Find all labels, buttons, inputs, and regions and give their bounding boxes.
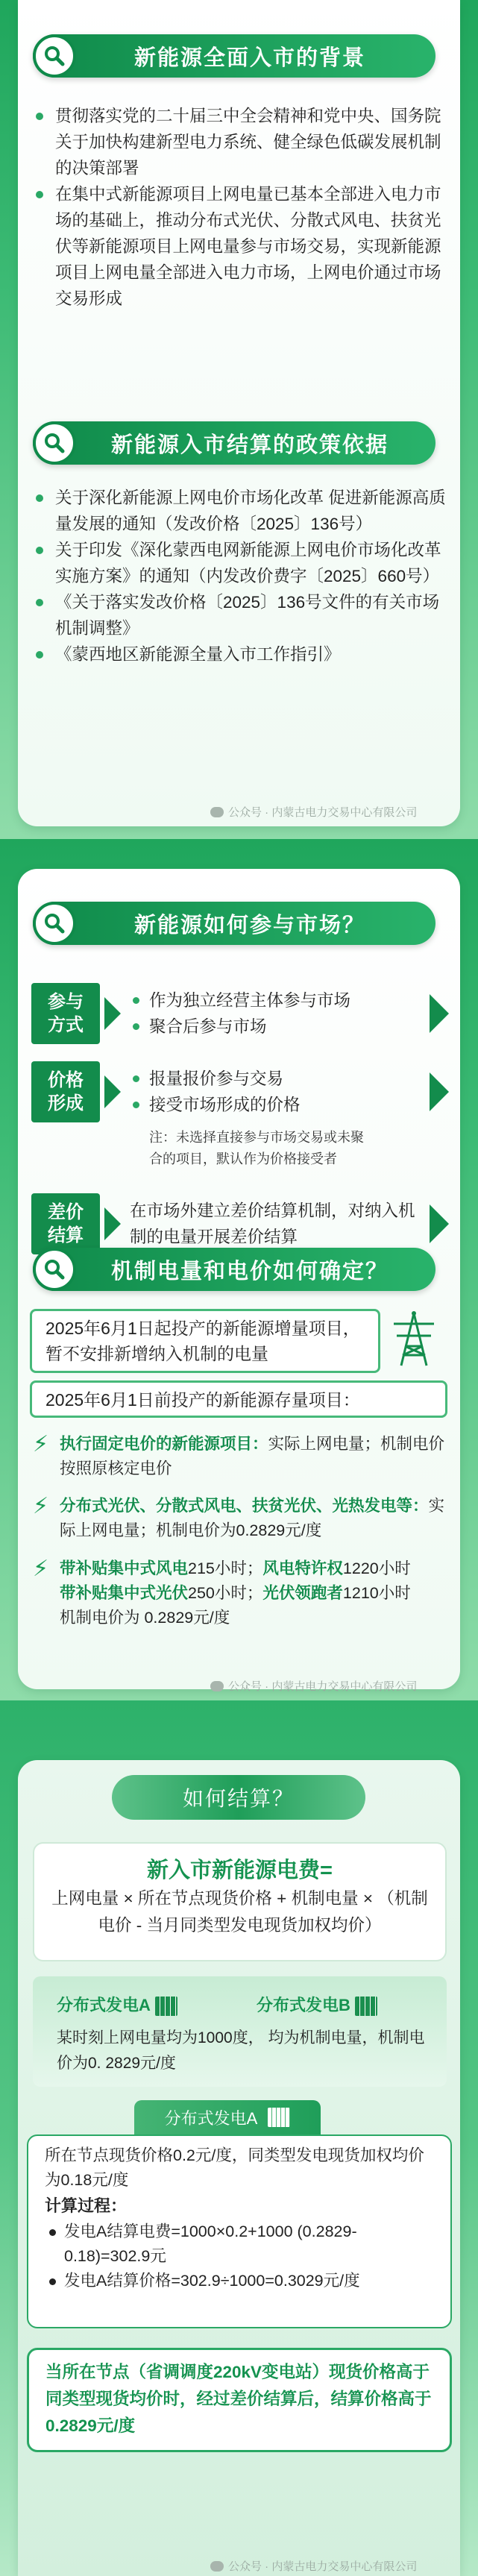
- item-text: 机制电价为 0.2829元/度: [60, 1609, 230, 1627]
- list-item: 关于深化新能源上网电价市场化改革 促进新能源高质量发展的通知（发改价格〔2025〕136号）: [33, 485, 450, 537]
- search-icon: [33, 1248, 76, 1291]
- item-text: 1210小时: [342, 1584, 411, 1602]
- lightning-icon: ⚡: [33, 1556, 49, 1581]
- section-pill-policy-basis: [33, 421, 435, 465]
- section-pill-participation: [33, 902, 435, 945]
- row-tag: 参与 方式: [31, 983, 100, 1044]
- unit-a-label: 分布式发电A: [57, 1993, 177, 2016]
- chevron-right-icon: [430, 1204, 449, 1243]
- watermark-text: 公众号 · 内蒙古电力交易中心有限公司: [228, 806, 418, 819]
- power-tower-icon: [388, 1309, 440, 1369]
- conclusion-text: 当所在节点（省调调度220kV变电站）现货价格高于同类型现货均价时，经过差价结算后，结算价格高于0.2829元/度: [45, 2363, 432, 2435]
- item-text: 实际上网电量；机制电价按照原核定电价: [60, 1435, 445, 1477]
- row-tag: 价格 形成: [31, 1061, 100, 1122]
- watermark-text: 公众号 · 内蒙古电力交易中心有限公司: [228, 1680, 418, 1693]
- mechanism-item: [33, 1494, 450, 1543]
- pill-title: 新能源入市结算的政策依据: [110, 433, 389, 457]
- unit-b-label: 分布式发电B: [257, 1993, 377, 2016]
- item-bold: 带补贴集中式光伏: [60, 1584, 189, 1602]
- search-icon: [33, 34, 76, 78]
- watermark: [210, 804, 417, 820]
- wechat-icon: [210, 1681, 224, 1691]
- item-text: 1220小时: [342, 1559, 411, 1577]
- item-text: 250小时；: [188, 1584, 263, 1602]
- section-pill-mechanism: [33, 1248, 435, 1291]
- item-text: 215小时；: [188, 1559, 263, 1577]
- units-panel: [33, 1976, 447, 2087]
- item-text: 实际上网电量；机制电价为0.2829元/度: [60, 1497, 445, 1539]
- calc-line: 发电A结算价格=302.9÷1000=0.3029元/度: [45, 2269, 434, 2293]
- formula-title: 新入市新能源电费=: [147, 1859, 333, 1882]
- pill-title: 机制电量和电价如何确定？: [110, 1259, 389, 1284]
- item-bold: 分布式光伏、分散式风电、扶贫光伏、光热发电等：: [60, 1497, 429, 1515]
- mechanism-item: [33, 1432, 450, 1481]
- chevron-right-icon: [104, 997, 121, 1030]
- chevron-right-icon: [430, 1072, 449, 1111]
- solar-panel-icon: [155, 1997, 177, 2016]
- calc-header: [134, 2100, 321, 2134]
- chevron-right-icon: [104, 1207, 121, 1240]
- list-item: 《关于落实发改价格〔2025〕136号文件的有关市场机制调整》: [33, 589, 450, 641]
- section-title: 如何结算？: [112, 1775, 365, 1820]
- note-text: 注：未选择直接参与市场交易或未聚合的项目，默认作为价格接受者: [149, 1130, 364, 1166]
- lightning-icon: ⚡: [33, 1494, 49, 1518]
- calc-intro: 所在节点现货价格0.2元/度，同类型发电现货加权均价为0.18元/度: [45, 2146, 424, 2189]
- chevron-right-icon: [104, 1075, 121, 1108]
- row-text: 在市场外建立差价结算机制，对纳入机制的电量开展差价结算: [130, 1201, 415, 1246]
- list-item: 作为独立经营主体参与市场: [130, 987, 430, 1014]
- list-item: 接受市场形成的价格: [130, 1092, 430, 1118]
- search-icon: [33, 421, 76, 465]
- list-item: 在集中式新能源项目上网电量已基本全部进入电力市场的基础上，推动分布式光伏、分散式风电、扶贫光伏等新能源项目上网电量参与市场交易，实现新能源项目上网电量全部进入电力市场，上网电价通过市场交易形成: [33, 181, 450, 312]
- incremental-projects-box: 2025年6月1日起投产的新能源增量项目，暂不安排新增纳入机制的电量: [30, 1309, 380, 1373]
- chevron-right-icon: [430, 994, 449, 1033]
- existing-projects-box: 2025年6月1日前投产的新能源存量项目：: [30, 1380, 447, 1418]
- background-bullet-list: [33, 103, 450, 312]
- section-background-1: [0, 0, 478, 839]
- list-item: 《蒙西地区新能源全量入市工作指引》: [33, 641, 450, 667]
- lightning-icon: ⚡: [33, 1432, 49, 1457]
- price-formation-row: [31, 1061, 449, 1122]
- row-tag: 差价 结算: [31, 1193, 100, 1254]
- pill-title: 新能源如何参与市场？: [133, 913, 365, 937]
- solar-panel-icon: [355, 1997, 377, 2016]
- list-item: 关于印发《深化蒙西电网新能源上网电价市场化改革实施方案》的通知（内发改价费字〔2025〕660号）: [33, 537, 450, 589]
- item-bold: 风电特许权: [262, 1559, 343, 1577]
- section-background-3: [0, 1700, 478, 2576]
- formula-panel: [33, 1842, 447, 1961]
- list-item: 报量报价参与交易: [130, 1066, 430, 1092]
- item-bold: 带补贴集中式风电: [60, 1559, 189, 1577]
- watermark: [210, 1678, 417, 1694]
- conclusion-panel: [27, 2348, 452, 2452]
- wechat-icon: [210, 807, 224, 817]
- list-item: 聚合后参与市场: [130, 1014, 430, 1040]
- list-item: 贯彻落实党的二十届三中全会精神和党中央、国务院关于加快构建新型电力系统、健全绿色低碳发展机制的决策部署: [33, 103, 450, 181]
- section-background-2: [0, 839, 478, 1700]
- watermark: [210, 2558, 417, 2574]
- calc-header-text: 分布式发电A: [164, 2108, 258, 2128]
- section-pill-background: [33, 34, 435, 78]
- calc-line: 发电A结算电费=1000×0.2+1000 (0.2829-0.18)=302.9元: [45, 2220, 434, 2269]
- pill-title: 新能源全面入市的背景: [133, 45, 365, 70]
- watermark-text: 公众号 · 内蒙古电力交易中心有限公司: [228, 2560, 418, 2573]
- units-text: 某时刻上网电量均为1000度， 均为机制电量，机制电价为0. 2829元/度: [57, 2029, 425, 2072]
- participation-row: [31, 983, 449, 1044]
- calc-label: 计算过程：: [45, 2196, 128, 2215]
- wechat-icon: [210, 2561, 224, 2572]
- calc-panel: [27, 2134, 452, 2328]
- mechanism-item: [33, 1556, 450, 1630]
- difference-settlement-row: [31, 1193, 449, 1254]
- formula-text: 上网电量 × 所在节点现货价格 + 机制电量 × （机制电价 - 当月同类型发电现货加权均价）: [51, 1889, 428, 1935]
- solar-panel-icon: [268, 2108, 290, 2127]
- search-icon: [33, 902, 76, 945]
- policy-bullet-list: [33, 485, 450, 667]
- item-bold: 执行固定电价的新能源项目：: [60, 1435, 268, 1453]
- item-bold: 光伏领跑者: [262, 1584, 343, 1602]
